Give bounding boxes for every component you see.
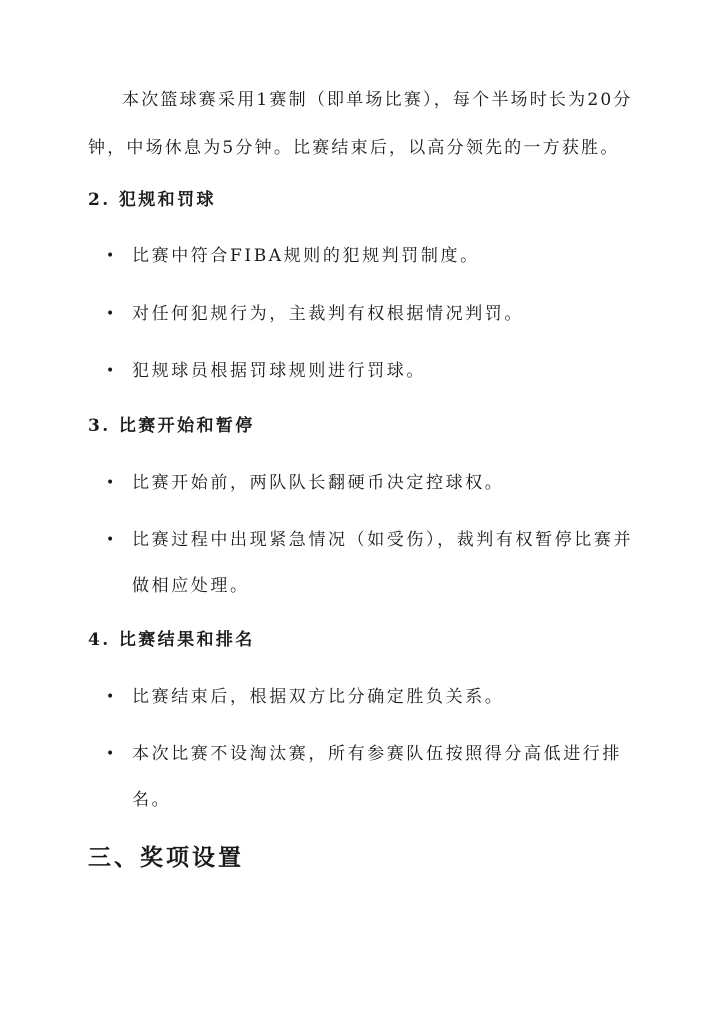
section-heading-start-timeout: 3. 比赛开始和暂停 xyxy=(88,416,255,436)
section-title-awards: 三、奖项设置 xyxy=(88,844,244,871)
list-item xyxy=(106,731,647,823)
list-item-text: 比赛过程中出现紧急情况（如受伤），裁判有权暂停比赛并做相应处理。 xyxy=(132,530,634,596)
list-item xyxy=(106,674,647,720)
bullet-icon: • xyxy=(106,532,117,548)
bullet-icon: • xyxy=(106,248,117,264)
list-item-text: 本次比赛不设淘汰赛，所有参赛队伍按照得分高低进行排名。 xyxy=(132,744,622,810)
bullet-icon: • xyxy=(106,363,117,379)
list-item-text: 比赛结束后，根据双方比分确定胜负关系。 xyxy=(132,687,505,707)
bullet-icon: • xyxy=(106,306,117,322)
list-item xyxy=(106,517,647,609)
intro-paragraph: 本次篮球赛采用1赛制（即单场比赛），每个半场时长为20分钟，中场休息为5分钟。比赛结束后，以高分领先的一方获胜。 xyxy=(88,90,633,158)
bullet-icon: • xyxy=(106,689,117,705)
bullet-icon: • xyxy=(106,475,117,491)
section-heading-results-ranking: 4. 比赛结果和排名 xyxy=(88,630,255,650)
list-item-text: 比赛中符合FIBA规则的犯规判罚制度。 xyxy=(132,246,480,266)
list-item-text: 对任何犯规行为，主裁判有权根据情况判罚。 xyxy=(132,304,524,324)
list-item-text: 犯规球员根据罚球规则进行罚球。 xyxy=(132,361,426,381)
section-heading-fouls: 2. 犯规和罚球 xyxy=(88,190,216,210)
list-item xyxy=(106,291,647,337)
list-item-text: 比赛开始前，两队队长翻硬币决定控球权。 xyxy=(132,473,505,493)
bullet-icon: • xyxy=(106,746,117,762)
list-item xyxy=(106,233,647,279)
list-item xyxy=(106,348,647,394)
list-item xyxy=(106,460,647,506)
